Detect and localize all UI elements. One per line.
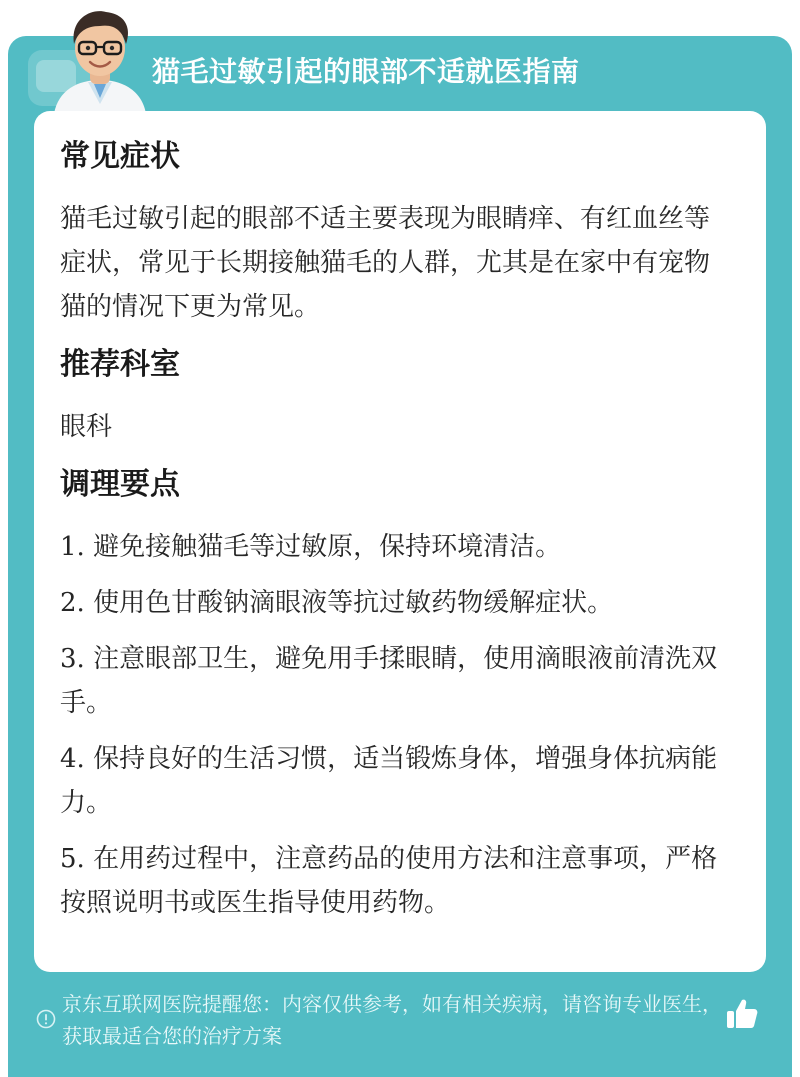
care-item-text: 保持良好的生活习惯，适当锻炼身体，增强身体抗病能力。 [60, 744, 718, 818]
info-icon [36, 1009, 56, 1029]
care-item-text: 注意眼部卫生，避免用手揉眼睛，使用滴眼液前清洗双手。 [60, 644, 718, 718]
care-item-text: 使用色甘酸钠滴眼液等抗过敏药物缓解症状。 [93, 588, 614, 618]
symptoms-body: 猫毛过敏引起的眼部不适主要表现为眼睛痒、有红血丝等症状，常见于长期接触猫毛的人群，尤其是在家中有宠物猫的情况下更为常见。 [60, 204, 711, 322]
care-item-number: 1. [60, 532, 85, 562]
thumbs-up-icon[interactable] [724, 996, 760, 1032]
care-item-4 [60, 737, 720, 825]
care-item-5 [60, 837, 720, 925]
care-item-number: 5. [60, 844, 85, 874]
disclaimer-text: 京东互联网医院提醒您：内容仅供参考，如有相关疾病，请咨询专业医生，获取最适合您的治疗方案 [62, 992, 722, 1048]
care-item-text: 避免接触猫毛等过敏原，保持环境清洁。 [93, 532, 562, 562]
care-item-number: 2. [60, 588, 85, 618]
care-item-number: 3. [60, 644, 85, 674]
content-card [34, 111, 766, 972]
care-item-number: 4. [60, 744, 85, 774]
care-item-3 [60, 637, 720, 725]
care-item-1 [60, 525, 720, 569]
page-title: 猫毛过敏引起的眼部不适就医指南 [152, 55, 580, 88]
care-title: 调理要点 [60, 467, 180, 502]
care-item-2 [60, 581, 720, 625]
symptoms-title: 常见症状 [60, 139, 180, 174]
doctor-avatar-icon [48, 4, 152, 114]
care-item-text: 在用药过程中，注意药品的使用方法和注意事项，严格按照说明书或医生指导使用药物。 [60, 844, 718, 918]
department-body: 眼科 [60, 412, 113, 442]
card-content [60, 135, 720, 937]
department-title: 推荐科室 [60, 347, 180, 382]
